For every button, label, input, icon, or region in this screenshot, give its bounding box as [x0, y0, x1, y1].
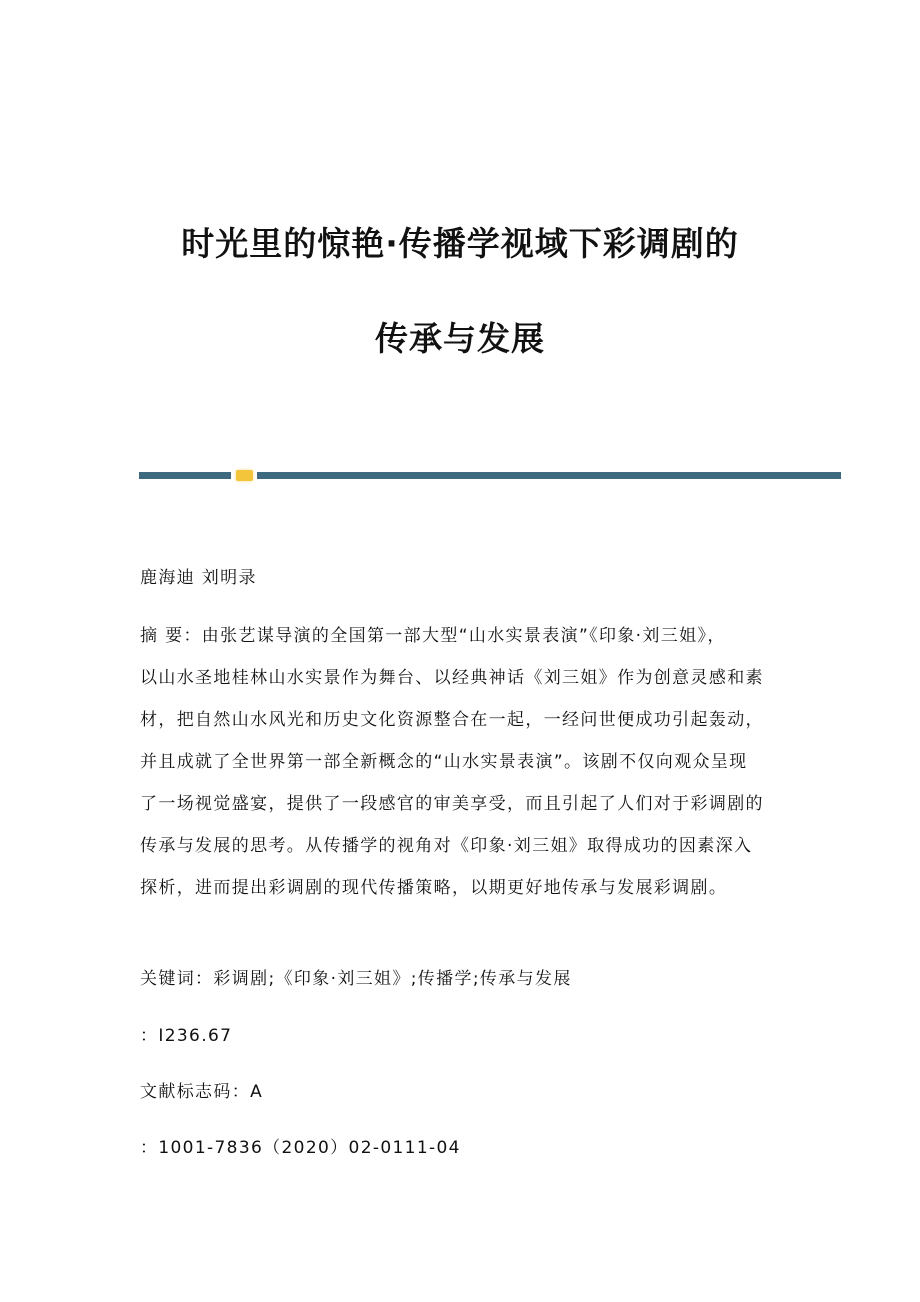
abstract-line: 摘 要：由张艺谋导演的全国第一部大型“山水实景表演”《印象·刘三姐》， — [140, 626, 726, 646]
title-line-2: 传承与发展 — [375, 319, 545, 358]
abstract-line: 以山水圣地桂林山水实景作为舞台、以经典神话《刘三姐》作为创意灵感和素 — [140, 668, 764, 688]
divider-ornament-icon — [236, 470, 253, 481]
abstract-line: 并且成就了全世界第一部全新概念的“山水实景表演”。该剧不仅向观众呈现 — [140, 752, 748, 772]
abstract-line: 了一场视觉盛宴，提供了一段感官的审美享受，而且引起了人们对于彩调剧的 — [140, 794, 764, 814]
article-id: ：1001-7836（2020）02-0111-04 — [140, 1138, 461, 1158]
abstract-line: 传承与发展的思考。从传播学的视角对《印象·刘三姐》取得成功的因素深入 — [140, 836, 753, 856]
abstract-line: 探析，进而提出彩调剧的现代传播策略，以期更好地传承与发展彩调剧。 — [140, 878, 728, 898]
divider-left — [139, 472, 231, 479]
abstract-line: 材，把自然山水风光和历史文化资源整合在一起，一经问世便成功引起轰动， — [140, 710, 764, 730]
document-code: 文献标志码：A — [140, 1082, 264, 1102]
title-line-1: 时光里的惊艳·传播学视域下彩调剧的 — [181, 224, 739, 263]
authors: 鹿海迪 刘明录 — [140, 568, 257, 588]
divider-right — [257, 472, 841, 479]
classification-number: ：I236.67 — [140, 1026, 233, 1046]
keywords: 关键词：彩调剧;《印象·刘三姐》;传播学;传承与发展 — [140, 969, 572, 989]
